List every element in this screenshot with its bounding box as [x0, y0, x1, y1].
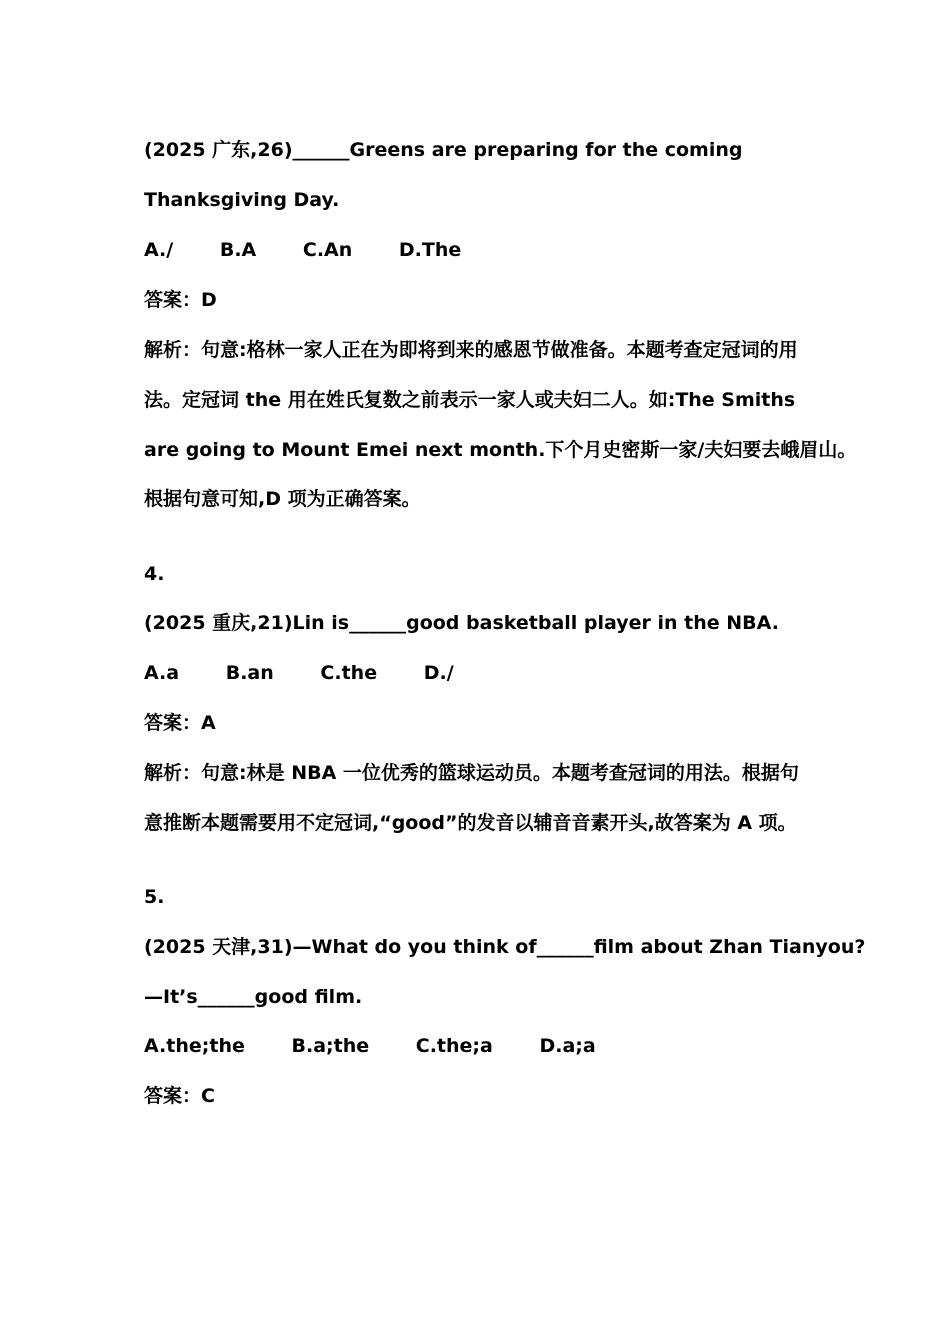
q4-analysis-line2: 意推断本题需要用不定冠词,“good”的发音以辅音音素开头,故答案为 A 项。	[144, 812, 797, 834]
q5-option-b: B.a;the	[291, 1035, 370, 1057]
q3-analysis-line1: 解析：句意:格林一家人正在为即将到来的感恩节做准备。本题考查定冠词的用	[144, 339, 798, 361]
q5-answer: 答案：C	[144, 1085, 215, 1107]
q5-number: 5.	[144, 886, 165, 908]
q5-stem-line2: —It’s______good film.	[144, 986, 363, 1008]
q3-analysis-line2: 法。定冠词 the 用在姓氏复数之前表示一家人或夫妇二人。如:The Smiths	[144, 389, 796, 411]
q4-analysis-line1: 解析：句意:林是 NBA 一位优秀的篮球运动员。本题考查冠词的用法。根据句	[144, 762, 799, 784]
q4-option-c: C.the	[320, 662, 378, 684]
q3-option-c: C.An	[302, 239, 353, 261]
q3-option-a: A./	[144, 239, 174, 261]
q4-options	[144, 661, 454, 685]
q3-answer: 答案：D	[144, 289, 217, 311]
q4-option-d: D./	[423, 662, 454, 684]
q3-stem-line2: Thanksgiving Day.	[144, 189, 340, 211]
q4-answer: 答案：A	[144, 712, 216, 734]
q3-stem-line1: (2025 广东,26)______Greens are preparing for the coming	[144, 139, 743, 161]
q5-option-d: D.a;a	[539, 1035, 596, 1057]
q4-option-b: B.an	[225, 662, 274, 684]
q5-stem-line1: (2025 天津,31)—What do you think of______film about Zhan Tianyou?	[144, 936, 866, 958]
q5-options	[144, 1034, 596, 1058]
q3-option-d: D.The	[398, 239, 462, 261]
q5-option-c: C.the;a	[415, 1035, 493, 1057]
q5-option-a: A.the;the	[144, 1035, 245, 1057]
q4-option-a: A.a	[144, 662, 180, 684]
q3-analysis-line4: 根据句意可知,D 项为正确答案。	[144, 488, 421, 510]
q3-options	[144, 238, 461, 262]
q3-option-b: B.A	[219, 239, 257, 261]
q3-analysis-line3: are going to Mount Emei next month.下个月史密斯一家/夫妇要去峨眉山。	[144, 439, 857, 461]
q4-stem-line1: (2025 重庆,21)Lin is______good basketball player in the NBA.	[144, 612, 779, 634]
q4-number: 4.	[144, 563, 165, 585]
